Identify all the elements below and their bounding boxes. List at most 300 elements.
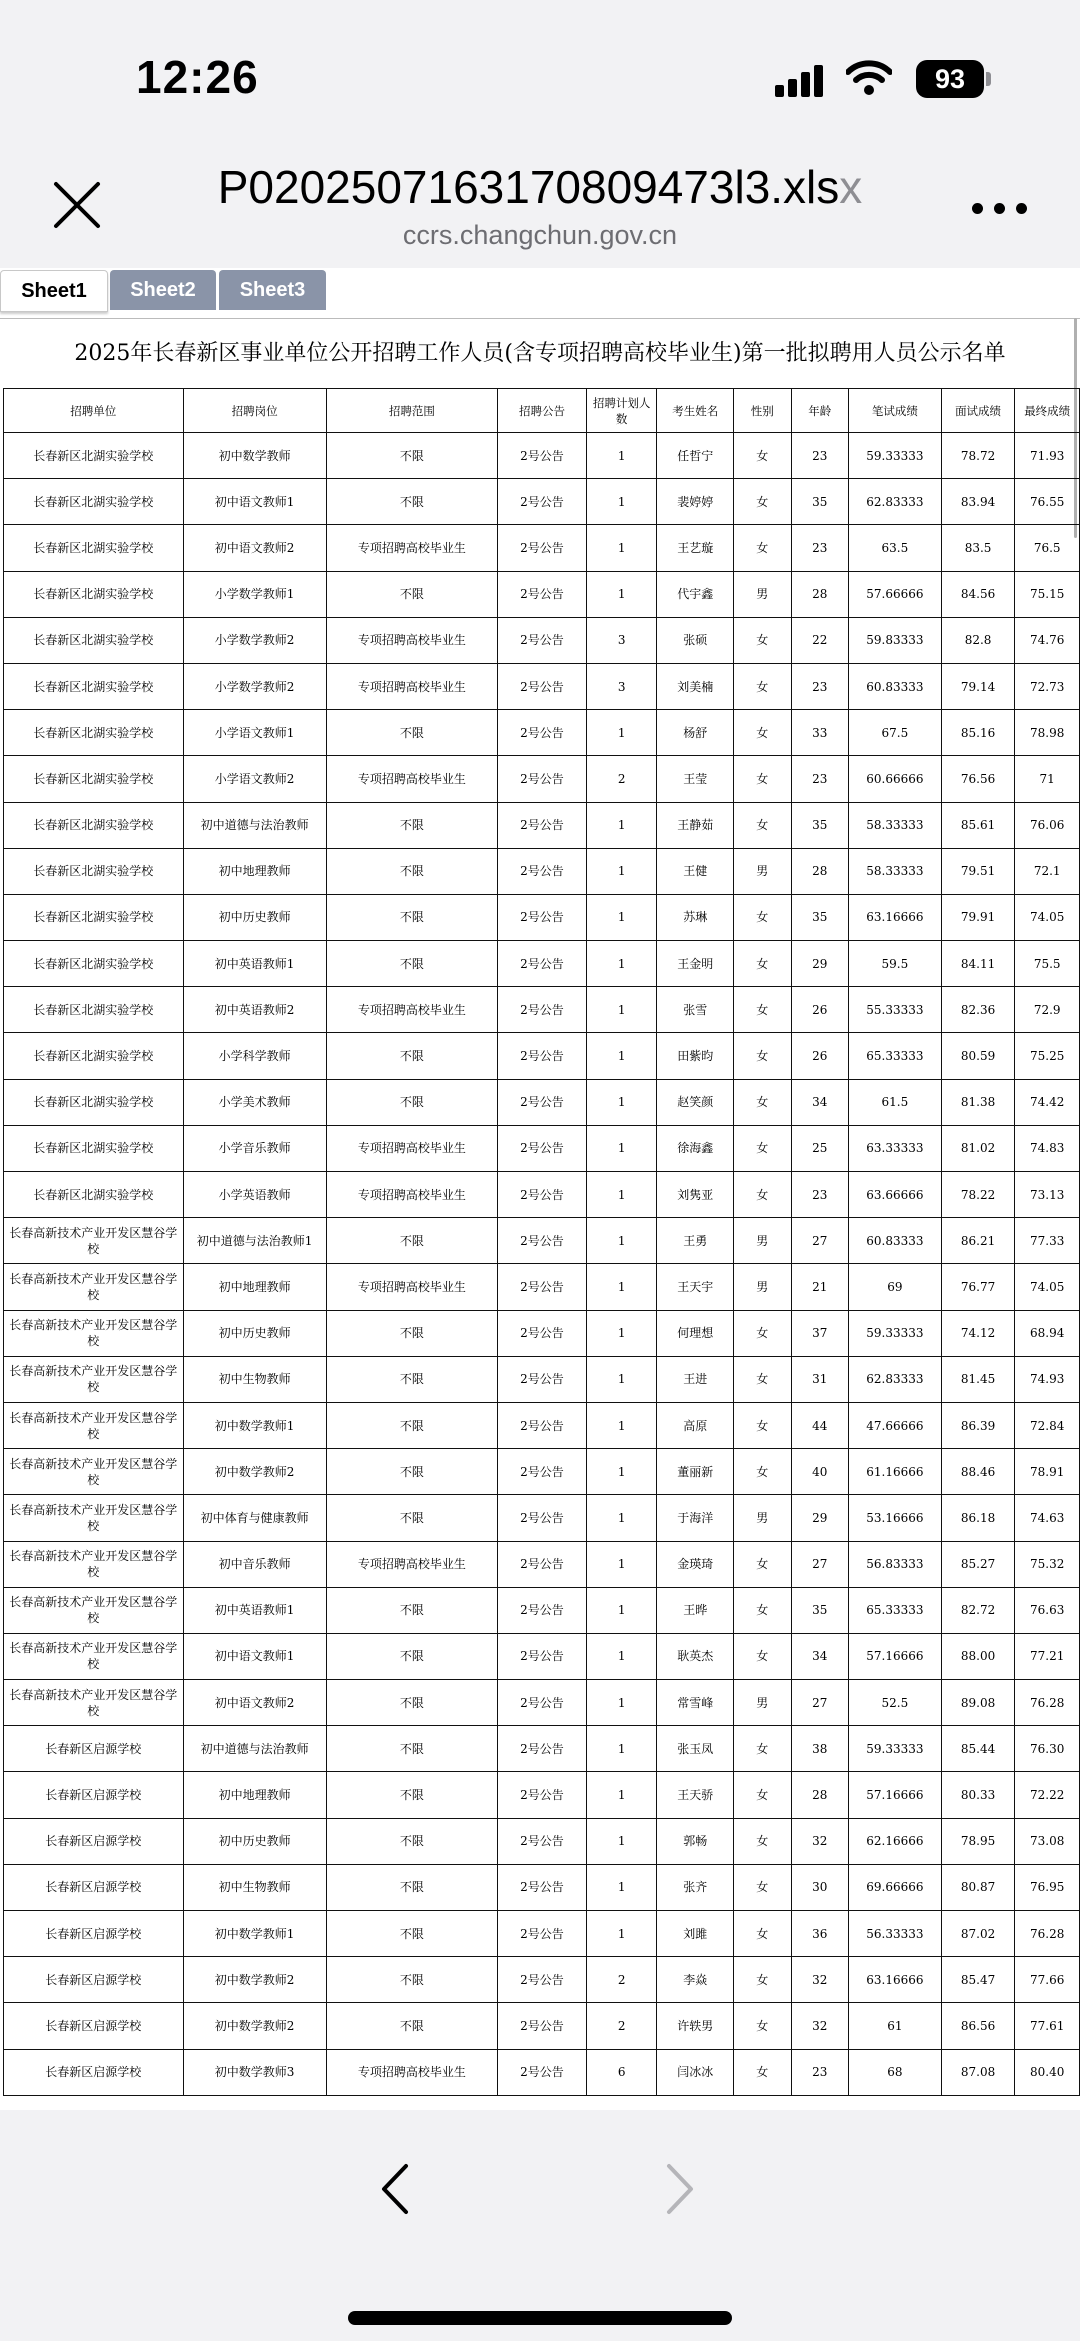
- table-cell[interactable]: 2号公告: [498, 1772, 587, 1818]
- table-cell[interactable]: 89.08: [941, 1680, 1015, 1726]
- back-chevron-icon[interactable]: [380, 2162, 410, 2216]
- table-cell[interactable]: 女: [734, 1587, 791, 1633]
- table-cell[interactable]: 2号公告: [498, 1218, 587, 1264]
- table-cell[interactable]: 女: [734, 1633, 791, 1679]
- table-cell[interactable]: 初中英语教师1: [183, 941, 326, 987]
- table-cell[interactable]: 长春高新技术产业开发区慧谷学校: [4, 1356, 184, 1402]
- table-cell[interactable]: 女: [734, 479, 791, 525]
- table-cell[interactable]: 2号公告: [498, 433, 587, 479]
- table-cell[interactable]: 1: [586, 479, 657, 525]
- table-cell[interactable]: 74.05: [1015, 1264, 1080, 1310]
- table-cell[interactable]: 初中数学教师: [183, 433, 326, 479]
- table-cell[interactable]: 53.16666: [849, 1495, 942, 1541]
- table-cell[interactable]: 76.28: [1015, 1680, 1080, 1726]
- table-cell[interactable]: 80.87: [941, 1864, 1015, 1910]
- table-cell[interactable]: 76.63: [1015, 1587, 1080, 1633]
- table-cell[interactable]: 长春新区启源学校: [4, 1726, 184, 1772]
- table-cell[interactable]: 88.00: [941, 1633, 1015, 1679]
- table-cell[interactable]: 初中数学教师2: [183, 2003, 326, 2049]
- table-cell[interactable]: 86.18: [941, 1495, 1015, 1541]
- table-cell[interactable]: 57.16666: [849, 1633, 942, 1679]
- table-cell[interactable]: 72.1: [1015, 848, 1080, 894]
- table-cell[interactable]: 1: [586, 1402, 657, 1448]
- table-cell[interactable]: 女: [734, 1172, 791, 1218]
- table-cell[interactable]: 长春新区北湖实验学校: [4, 479, 184, 525]
- table-cell[interactable]: 76.06: [1015, 802, 1080, 848]
- table-cell[interactable]: 不限: [326, 1911, 497, 1957]
- table-cell[interactable]: 不限: [326, 1079, 497, 1125]
- table-cell[interactable]: 59.33333: [849, 433, 942, 479]
- table-cell[interactable]: 2号公告: [498, 1726, 587, 1772]
- table-cell[interactable]: 初中地理教师: [183, 1772, 326, 1818]
- table-cell[interactable]: 84.56: [941, 571, 1015, 617]
- table-cell[interactable]: 2号公告: [498, 987, 587, 1033]
- table-cell[interactable]: 34: [791, 1079, 848, 1125]
- table-cell[interactable]: 初中数学教师2: [183, 1449, 326, 1495]
- table-cell[interactable]: 初中数学教师1: [183, 1911, 326, 1957]
- table-cell[interactable]: 82.8: [941, 617, 1015, 663]
- table-cell[interactable]: 女: [734, 1772, 791, 1818]
- table-cell[interactable]: 长春新区北湖实验学校: [4, 433, 184, 479]
- table-cell[interactable]: 专项招聘高校毕业生: [326, 2049, 497, 2095]
- table-cell[interactable]: 长春新区北湖实验学校: [4, 1079, 184, 1125]
- table-cell[interactable]: 31: [791, 1356, 848, 1402]
- table-cell[interactable]: 63.16666: [849, 1957, 942, 2003]
- table-cell[interactable]: 79.14: [941, 663, 1015, 709]
- table-cell[interactable]: 27: [791, 1680, 848, 1726]
- table-cell[interactable]: 郭畅: [657, 1818, 734, 1864]
- table-cell[interactable]: 84.11: [941, 941, 1015, 987]
- table-cell[interactable]: 69: [849, 1264, 942, 1310]
- table-cell[interactable]: 71: [1015, 756, 1080, 802]
- table-cell[interactable]: 1: [586, 1911, 657, 1957]
- table-cell[interactable]: 2号公告: [498, 571, 587, 617]
- table-cell[interactable]: 女: [734, 1079, 791, 1125]
- table-cell[interactable]: 83.5: [941, 525, 1015, 571]
- close-icon[interactable]: [52, 180, 102, 230]
- table-cell[interactable]: 女: [734, 525, 791, 571]
- table-cell[interactable]: 76.28: [1015, 1911, 1080, 1957]
- table-cell[interactable]: 1: [586, 1218, 657, 1264]
- table-cell[interactable]: 60.83333: [849, 663, 942, 709]
- table-cell[interactable]: 长春新区北湖实验学校: [4, 571, 184, 617]
- table-cell[interactable]: 2号公告: [498, 1310, 587, 1356]
- table-cell[interactable]: 2号公告: [498, 802, 587, 848]
- table-cell[interactable]: 85.44: [941, 1726, 1015, 1772]
- table-cell[interactable]: 2号公告: [498, 2049, 587, 2095]
- table-cell[interactable]: 47.66666: [849, 1402, 942, 1448]
- table-cell[interactable]: 不限: [326, 1310, 497, 1356]
- table-cell[interactable]: 76.30: [1015, 1726, 1080, 1772]
- table-cell[interactable]: 女: [734, 1402, 791, 1448]
- table-cell[interactable]: 87.02: [941, 1911, 1015, 1957]
- table-cell[interactable]: 59.33333: [849, 1726, 942, 1772]
- table-cell[interactable]: 女: [734, 1310, 791, 1356]
- table-cell[interactable]: 女: [734, 1911, 791, 1957]
- table-cell[interactable]: 不限: [326, 710, 497, 756]
- table-cell[interactable]: 74.12: [941, 1310, 1015, 1356]
- table-cell[interactable]: 2号公告: [498, 1957, 587, 2003]
- table-cell[interactable]: 3: [586, 617, 657, 663]
- table-cell[interactable]: 59.33333: [849, 1310, 942, 1356]
- table-cell[interactable]: 刘雎: [657, 1911, 734, 1957]
- table-cell[interactable]: 72.9: [1015, 987, 1080, 1033]
- table-cell[interactable]: 女: [734, 617, 791, 663]
- table-cell[interactable]: 王艺璇: [657, 525, 734, 571]
- table-cell[interactable]: 32: [791, 2003, 848, 2049]
- table-cell[interactable]: 长春高新技术产业开发区慧谷学校: [4, 1310, 184, 1356]
- table-cell[interactable]: 男: [734, 1264, 791, 1310]
- table-cell[interactable]: 专项招聘高校毕业生: [326, 1541, 497, 1587]
- table-cell[interactable]: 长春新区北湖实验学校: [4, 1172, 184, 1218]
- table-cell[interactable]: 1: [586, 1033, 657, 1079]
- table-cell[interactable]: 女: [734, 1033, 791, 1079]
- table-cell[interactable]: 不限: [326, 479, 497, 525]
- table-cell[interactable]: 2号公告: [498, 1172, 587, 1218]
- table-cell[interactable]: 女: [734, 710, 791, 756]
- table-cell[interactable]: 78.95: [941, 1818, 1015, 1864]
- table-cell[interactable]: 2号公告: [498, 1033, 587, 1079]
- table-cell[interactable]: 不限: [326, 1772, 497, 1818]
- table-cell[interactable]: 初中音乐教师: [183, 1541, 326, 1587]
- tab-sheet3[interactable]: Sheet3: [219, 270, 326, 310]
- table-cell[interactable]: 不限: [326, 433, 497, 479]
- table-cell[interactable]: 常雪峰: [657, 1680, 734, 1726]
- table-cell[interactable]: 2号公告: [498, 617, 587, 663]
- table-cell[interactable]: 长春新区启源学校: [4, 2049, 184, 2095]
- table-cell[interactable]: 63.5: [849, 525, 942, 571]
- table-cell[interactable]: 77.33: [1015, 1218, 1080, 1264]
- table-cell[interactable]: 56.33333: [849, 1911, 942, 1957]
- table-cell[interactable]: 59.83333: [849, 617, 942, 663]
- table-cell[interactable]: 69.66666: [849, 1864, 942, 1910]
- table-cell[interactable]: 张玉凤: [657, 1726, 734, 1772]
- table-cell[interactable]: 初中数学教师3: [183, 2049, 326, 2095]
- table-cell[interactable]: 82.72: [941, 1587, 1015, 1633]
- table-cell[interactable]: 87.08: [941, 2049, 1015, 2095]
- table-cell[interactable]: 长春新区北湖实验学校: [4, 710, 184, 756]
- table-cell[interactable]: 长春新区启源学校: [4, 1772, 184, 1818]
- table-cell[interactable]: 女: [734, 1818, 791, 1864]
- table-cell[interactable]: 专项招聘高校毕业生: [326, 617, 497, 663]
- table-cell[interactable]: 1: [586, 802, 657, 848]
- table-cell[interactable]: 61.5: [849, 1079, 942, 1125]
- table-cell[interactable]: 74.83: [1015, 1125, 1080, 1171]
- table-cell[interactable]: 78.98: [1015, 710, 1080, 756]
- table-cell[interactable]: 32: [791, 1818, 848, 1864]
- table-cell[interactable]: 25: [791, 1125, 848, 1171]
- table-cell[interactable]: 初中语文教师1: [183, 479, 326, 525]
- table-cell[interactable]: 不限: [326, 802, 497, 848]
- table-cell[interactable]: 长春新区北湖实验学校: [4, 756, 184, 802]
- table-cell[interactable]: 王天骄: [657, 1772, 734, 1818]
- table-cell[interactable]: 34: [791, 1633, 848, 1679]
- table-cell[interactable]: 23: [791, 2049, 848, 2095]
- table-cell[interactable]: 女: [734, 1957, 791, 2003]
- table-cell[interactable]: 长春新区北湖实验学校: [4, 941, 184, 987]
- table-cell[interactable]: 56.83333: [849, 1541, 942, 1587]
- table-cell[interactable]: 86.21: [941, 1218, 1015, 1264]
- table-cell[interactable]: 21: [791, 1264, 848, 1310]
- table-cell[interactable]: 1: [586, 571, 657, 617]
- table-cell[interactable]: 1: [586, 1772, 657, 1818]
- table-cell[interactable]: 王莹: [657, 756, 734, 802]
- table-cell[interactable]: 71.93: [1015, 433, 1080, 479]
- table-cell[interactable]: 23: [791, 525, 848, 571]
- table-cell[interactable]: 62.83333: [849, 479, 942, 525]
- table-cell[interactable]: 长春高新技术产业开发区慧谷学校: [4, 1264, 184, 1310]
- table-cell[interactable]: 专项招聘高校毕业生: [326, 987, 497, 1033]
- table-cell[interactable]: 刘隽亚: [657, 1172, 734, 1218]
- table-cell[interactable]: 55.33333: [849, 987, 942, 1033]
- table-cell[interactable]: 35: [791, 479, 848, 525]
- table-cell[interactable]: 80.59: [941, 1033, 1015, 1079]
- table-cell[interactable]: 女: [734, 1541, 791, 1587]
- table-cell[interactable]: 不限: [326, 1033, 497, 1079]
- table-cell[interactable]: 女: [734, 1356, 791, 1402]
- table-cell[interactable]: 1: [586, 1356, 657, 1402]
- table-cell[interactable]: 长春新区北湖实验学校: [4, 848, 184, 894]
- table-cell[interactable]: 2号公告: [498, 1125, 587, 1171]
- table-cell[interactable]: 76.5: [1015, 525, 1080, 571]
- table-cell[interactable]: 74.93: [1015, 1356, 1080, 1402]
- table-cell[interactable]: 王健: [657, 848, 734, 894]
- table-cell[interactable]: 初中体育与健康教师: [183, 1495, 326, 1541]
- table-cell[interactable]: 26: [791, 987, 848, 1033]
- table-cell[interactable]: 女: [734, 1864, 791, 1910]
- table-cell[interactable]: 初中道德与法治教师1: [183, 1218, 326, 1264]
- table-cell[interactable]: 30: [791, 1864, 848, 1910]
- table-cell[interactable]: 2号公告: [498, 848, 587, 894]
- table-cell[interactable]: 男: [734, 1680, 791, 1726]
- table-cell[interactable]: 2号公告: [498, 1587, 587, 1633]
- table-cell[interactable]: 81.02: [941, 1125, 1015, 1171]
- table-cell[interactable]: 初中语文教师1: [183, 1633, 326, 1679]
- table-cell[interactable]: 74.76: [1015, 617, 1080, 663]
- table-cell[interactable]: 2: [586, 1957, 657, 2003]
- table-cell[interactable]: 76.56: [941, 756, 1015, 802]
- table-cell[interactable]: 初中数学教师1: [183, 1402, 326, 1448]
- table-cell[interactable]: 女: [734, 987, 791, 1033]
- table-cell[interactable]: 男: [734, 848, 791, 894]
- table-cell[interactable]: 1: [586, 1633, 657, 1679]
- table-cell[interactable]: 67.5: [849, 710, 942, 756]
- table-cell[interactable]: 61.16666: [849, 1449, 942, 1495]
- table-cell[interactable]: 2号公告: [498, 1864, 587, 1910]
- table-cell[interactable]: 小学音乐教师: [183, 1125, 326, 1171]
- table-cell[interactable]: 23: [791, 663, 848, 709]
- table-cell[interactable]: 72.22: [1015, 1772, 1080, 1818]
- table-cell[interactable]: 不限: [326, 1864, 497, 1910]
- table-cell[interactable]: 1: [586, 433, 657, 479]
- table-cell[interactable]: 长春新区启源学校: [4, 1864, 184, 1910]
- table-cell[interactable]: 75.15: [1015, 571, 1080, 617]
- table-cell[interactable]: 72.84: [1015, 1402, 1080, 1448]
- table-cell[interactable]: 初中地理教师: [183, 1264, 326, 1310]
- table-cell[interactable]: 78.72: [941, 433, 1015, 479]
- table-cell[interactable]: 不限: [326, 1957, 497, 2003]
- table-cell[interactable]: 23: [791, 433, 848, 479]
- table-cell[interactable]: 85.27: [941, 1541, 1015, 1587]
- table-cell[interactable]: 57.66666: [849, 571, 942, 617]
- table-cell[interactable]: 2号公告: [498, 1356, 587, 1402]
- table-cell[interactable]: 男: [734, 1218, 791, 1264]
- forward-chevron-icon[interactable]: [665, 2162, 695, 2216]
- table-cell[interactable]: 小学数学教师2: [183, 663, 326, 709]
- table-cell[interactable]: 初中历史教师: [183, 894, 326, 940]
- table-cell[interactable]: 28: [791, 848, 848, 894]
- table-cell[interactable]: 长春高新技术产业开发区慧谷学校: [4, 1541, 184, 1587]
- table-cell[interactable]: 2号公告: [498, 525, 587, 571]
- table-cell[interactable]: 长春新区北湖实验学校: [4, 617, 184, 663]
- table-cell[interactable]: 63.33333: [849, 1125, 942, 1171]
- table-cell[interactable]: 36: [791, 1911, 848, 1957]
- table-cell[interactable]: 80.40: [1015, 2049, 1080, 2095]
- table-cell[interactable]: 73.08: [1015, 1818, 1080, 1864]
- table-cell[interactable]: 苏琳: [657, 894, 734, 940]
- table-cell[interactable]: 22: [791, 617, 848, 663]
- table-cell[interactable]: 初中英语教师2: [183, 987, 326, 1033]
- table-cell[interactable]: 专项招聘高校毕业生: [326, 1264, 497, 1310]
- table-cell[interactable]: 2号公告: [498, 663, 587, 709]
- table-cell[interactable]: 77.61: [1015, 2003, 1080, 2049]
- table-cell[interactable]: 62.16666: [849, 1818, 942, 1864]
- table-cell[interactable]: 不限: [326, 894, 497, 940]
- table-cell[interactable]: 1: [586, 1125, 657, 1171]
- table-cell[interactable]: 1: [586, 1079, 657, 1125]
- table-cell[interactable]: 长春高新技术产业开发区慧谷学校: [4, 1587, 184, 1633]
- table-cell[interactable]: 不限: [326, 1633, 497, 1679]
- table-cell[interactable]: 不限: [326, 1587, 497, 1633]
- table-cell[interactable]: 2号公告: [498, 479, 587, 525]
- table-cell[interactable]: 女: [734, 1125, 791, 1171]
- table-cell[interactable]: 85.61: [941, 802, 1015, 848]
- table-cell[interactable]: 75.25: [1015, 1033, 1080, 1079]
- table-cell[interactable]: 长春新区北湖实验学校: [4, 802, 184, 848]
- table-cell[interactable]: 1: [586, 1587, 657, 1633]
- table-cell[interactable]: 2号公告: [498, 1495, 587, 1541]
- table-cell[interactable]: 初中生物教师: [183, 1864, 326, 1910]
- table-cell[interactable]: 61: [849, 2003, 942, 2049]
- table-cell[interactable]: 长春新区启源学校: [4, 1957, 184, 2003]
- table-cell[interactable]: 长春新区启源学校: [4, 2003, 184, 2049]
- table-cell[interactable]: 女: [734, 2049, 791, 2095]
- table-cell[interactable]: 小学数学教师2: [183, 617, 326, 663]
- table-cell[interactable]: 85.47: [941, 1957, 1015, 2003]
- table-cell[interactable]: 2号公告: [498, 1911, 587, 1957]
- table-cell[interactable]: 1: [586, 1818, 657, 1864]
- table-cell[interactable]: 1: [586, 1310, 657, 1356]
- table-cell[interactable]: 代宇鑫: [657, 571, 734, 617]
- table-cell[interactable]: 小学美术教师: [183, 1079, 326, 1125]
- table-cell[interactable]: 60.83333: [849, 1218, 942, 1264]
- table-cell[interactable]: 专项招聘高校毕业生: [326, 1172, 497, 1218]
- table-cell[interactable]: 59.5: [849, 941, 942, 987]
- table-cell[interactable]: 王进: [657, 1356, 734, 1402]
- table-cell[interactable]: 81.45: [941, 1356, 1015, 1402]
- table-cell[interactable]: 1: [586, 710, 657, 756]
- table-cell[interactable]: 37: [791, 1310, 848, 1356]
- table-cell[interactable]: 女: [734, 802, 791, 848]
- table-cell[interactable]: 57.16666: [849, 1772, 942, 1818]
- table-cell[interactable]: 初中语文教师2: [183, 525, 326, 571]
- table-cell[interactable]: 王金明: [657, 941, 734, 987]
- table-cell[interactable]: 2号公告: [498, 1449, 587, 1495]
- table-cell[interactable]: 不限: [326, 1818, 497, 1864]
- table-cell[interactable]: 35: [791, 894, 848, 940]
- table-cell[interactable]: 75.5: [1015, 941, 1080, 987]
- table-cell[interactable]: 2号公告: [498, 756, 587, 802]
- table-cell[interactable]: 长春新区北湖实验学校: [4, 987, 184, 1033]
- table-cell[interactable]: 初中英语教师1: [183, 1587, 326, 1633]
- table-cell[interactable]: 任哲宁: [657, 433, 734, 479]
- table-cell[interactable]: 长春新区北湖实验学校: [4, 1125, 184, 1171]
- table-cell[interactable]: 专项招聘高校毕业生: [326, 663, 497, 709]
- table-cell[interactable]: 许轶男: [657, 2003, 734, 2049]
- table-cell[interactable]: 76.95: [1015, 1864, 1080, 1910]
- table-cell[interactable]: 35: [791, 802, 848, 848]
- table-cell[interactable]: 60.66666: [849, 756, 942, 802]
- table-cell[interactable]: 58.33333: [849, 848, 942, 894]
- table-cell[interactable]: 不限: [326, 941, 497, 987]
- table-cell[interactable]: 2号公告: [498, 1680, 587, 1726]
- table-cell[interactable]: 1: [586, 941, 657, 987]
- table-cell[interactable]: 不限: [326, 2003, 497, 2049]
- table-cell[interactable]: 1: [586, 1264, 657, 1310]
- table-cell[interactable]: 1: [586, 1449, 657, 1495]
- table-cell[interactable]: 2号公告: [498, 1633, 587, 1679]
- table-cell[interactable]: 王晔: [657, 1587, 734, 1633]
- table-cell[interactable]: 26: [791, 1033, 848, 1079]
- table-cell[interactable]: 77.66: [1015, 1957, 1080, 2003]
- table-cell[interactable]: 王天宇: [657, 1264, 734, 1310]
- table-cell[interactable]: 初中生物教师: [183, 1356, 326, 1402]
- table-cell[interactable]: 76.55: [1015, 479, 1080, 525]
- table-cell[interactable]: 77.21: [1015, 1633, 1080, 1679]
- table-cell[interactable]: 女: [734, 1726, 791, 1772]
- table-cell[interactable]: 小学数学教师1: [183, 571, 326, 617]
- table-cell[interactable]: 65.33333: [849, 1587, 942, 1633]
- table-cell[interactable]: 初中历史教师: [183, 1818, 326, 1864]
- table-cell[interactable]: 2号公告: [498, 2003, 587, 2049]
- spreadsheet-view[interactable]: [0, 318, 1080, 2110]
- table-cell[interactable]: 长春新区北湖实验学校: [4, 894, 184, 940]
- table-cell[interactable]: 88.46: [941, 1449, 1015, 1495]
- table-cell[interactable]: 29: [791, 1495, 848, 1541]
- table-cell[interactable]: 长春新区北湖实验学校: [4, 525, 184, 571]
- table-cell[interactable]: 2号公告: [498, 1541, 587, 1587]
- table-cell[interactable]: 裴婷婷: [657, 479, 734, 525]
- table-cell[interactable]: 28: [791, 571, 848, 617]
- table-cell[interactable]: 23: [791, 756, 848, 802]
- table-cell[interactable]: 29: [791, 941, 848, 987]
- table-cell[interactable]: 23: [791, 1172, 848, 1218]
- tab-sheet2[interactable]: Sheet2: [110, 270, 216, 310]
- table-cell[interactable]: 小学英语教师: [183, 1172, 326, 1218]
- table-cell[interactable]: 小学科学教师: [183, 1033, 326, 1079]
- table-cell[interactable]: 专项招聘高校毕业生: [326, 1125, 497, 1171]
- table-cell[interactable]: 长春新区启源学校: [4, 1818, 184, 1864]
- table-cell[interactable]: 耿英杰: [657, 1633, 734, 1679]
- home-indicator[interactable]: [348, 2311, 732, 2325]
- table-cell[interactable]: 3: [586, 663, 657, 709]
- table-cell[interactable]: 女: [734, 1449, 791, 1495]
- table-cell[interactable]: 何理想: [657, 1310, 734, 1356]
- table-cell[interactable]: 1: [586, 525, 657, 571]
- table-cell[interactable]: 76.77: [941, 1264, 1015, 1310]
- table-cell[interactable]: 1: [586, 1680, 657, 1726]
- table-cell[interactable]: 长春高新技术产业开发区慧谷学校: [4, 1680, 184, 1726]
